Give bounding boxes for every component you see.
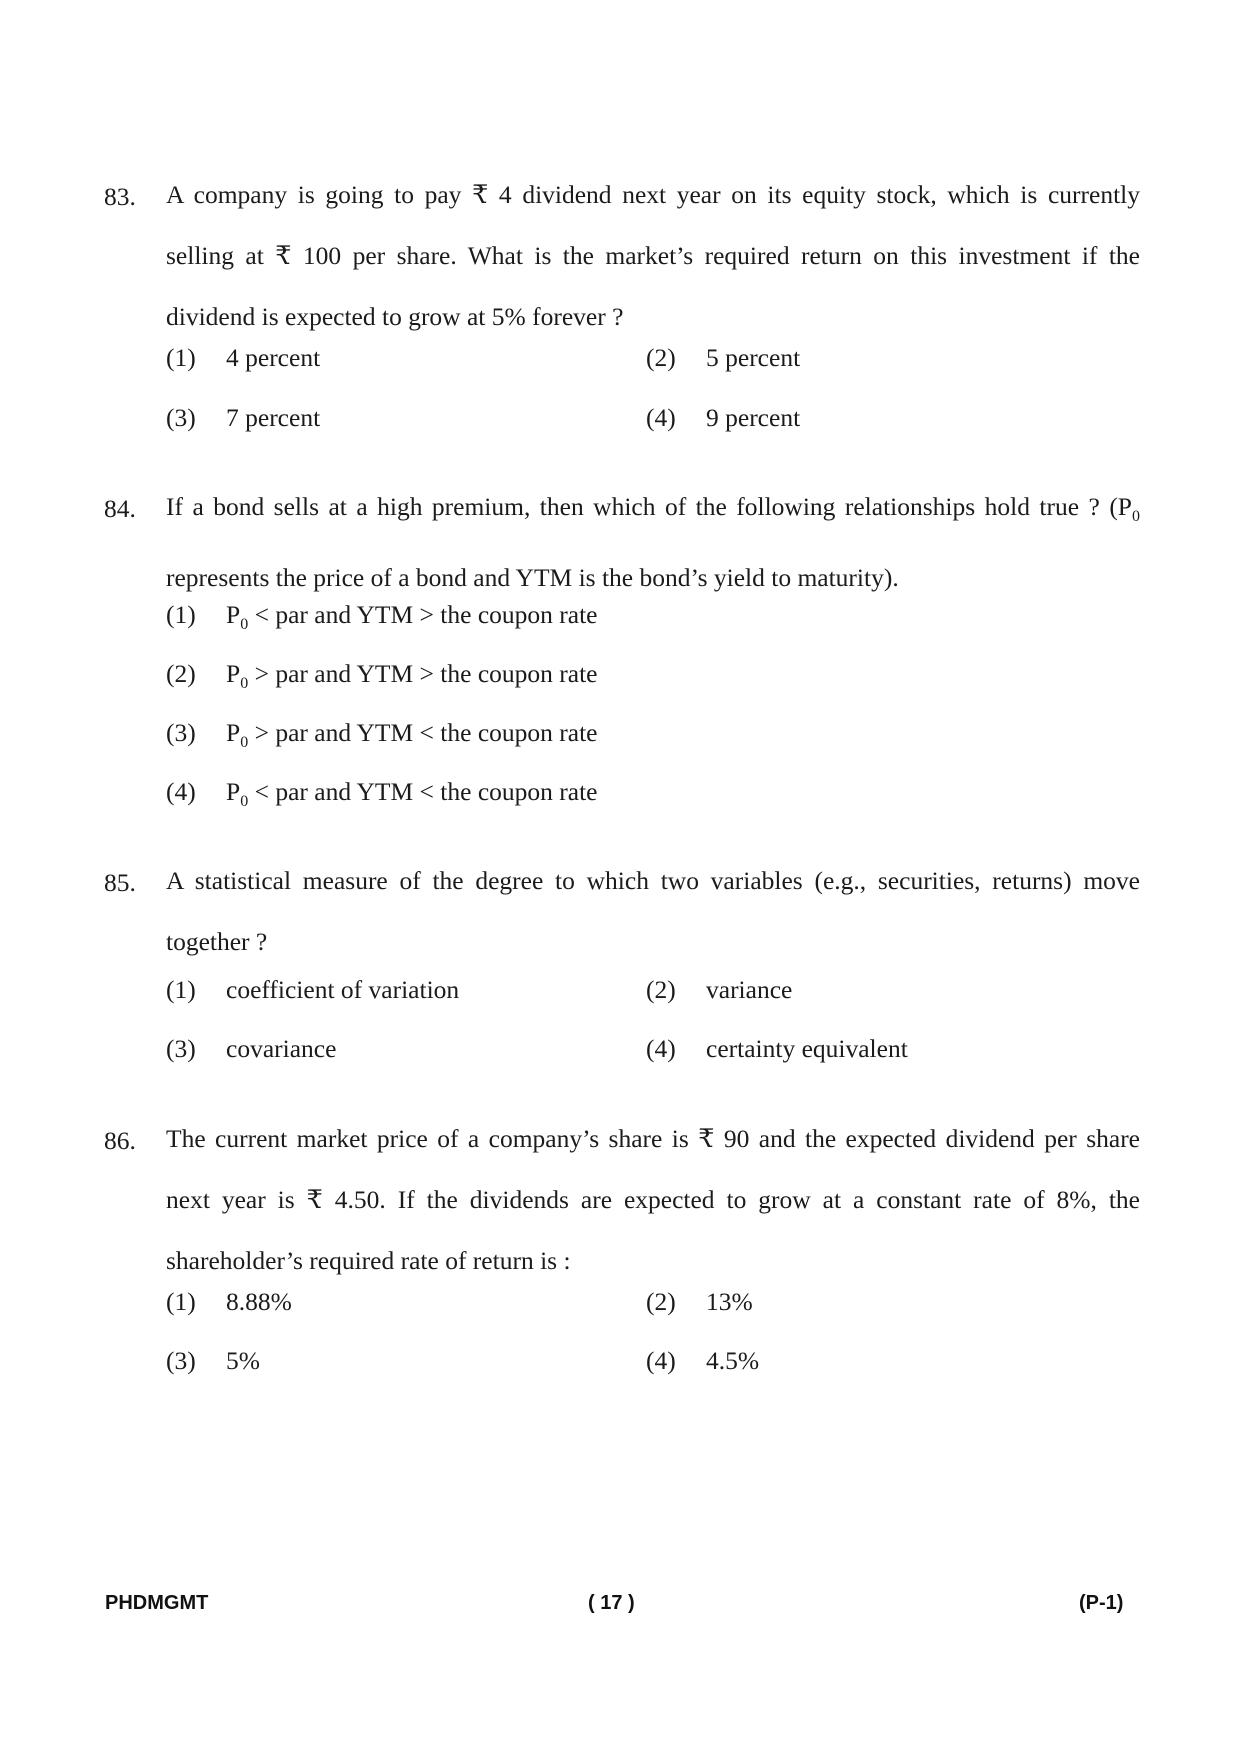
option-1: (1) 4 percent	[166, 343, 321, 372]
question-text: If a bond sells at a high premium, then which of the following relationships hold true ? ($P_0$ represents the price of a bond and YTM is the bond’s yield to maturity).	[166, 492, 1140, 593]
option-3: (3) $P_0$ > par and YTM < the coupon rate	[166, 718, 598, 752]
question-number: 83.	[104, 182, 136, 211]
question-86	[104, 1126, 1140, 1291]
footer-paper-code: PHDMGMT	[105, 1592, 209, 1614]
option-4: (4) $P_0$ < par and YTM < the coupon rate	[166, 777, 598, 811]
option-2: (2) 13%	[646, 1287, 753, 1316]
option-3: (3) covariance	[166, 1034, 337, 1063]
option-4: (4) 9 percent	[646, 403, 801, 432]
option-4: (4) certainty equivalent	[646, 1034, 908, 1063]
option-2: (2) variance	[646, 975, 793, 1004]
footer-page-number: ( 17 )	[588, 1592, 635, 1614]
option-2: (2) $P_0$ > par and YTM > the coupon rate	[166, 659, 598, 693]
question-number: 85.	[104, 868, 136, 897]
option-3: (3) 5%	[166, 1346, 260, 1375]
option-1: (1) coefficient of variation	[166, 975, 460, 1004]
question-number: 86.	[104, 1126, 136, 1155]
question-text: The current market price of a company’s share is ₹ 90 and the expected dividend per share next year is ₹ 4.50. If the dividends are expected to grow at a constant rate of 8%, the shareholder’s required rate of return is :	[166, 1124, 1140, 1275]
question-number: 84.	[104, 494, 136, 523]
question-83	[104, 182, 1140, 347]
option-2: (2) 5 percent	[646, 343, 801, 372]
option-4: (4) 4.5%	[646, 1346, 760, 1375]
question-85	[104, 868, 1140, 972]
question-84	[104, 494, 1140, 608]
option-1: (1) $P_0$ < par and YTM > the coupon rate	[166, 600, 598, 634]
footer-set-code: (P-1)	[1079, 1592, 1124, 1614]
option-1: (1) 8.88%	[166, 1287, 292, 1316]
question-text: A statistical measure of the degree to which two variables (e.g., securities, returns) move together ?	[166, 866, 1140, 956]
option-3: (3) 7 percent	[166, 403, 321, 432]
question-text: A company is going to pay ₹ 4 dividend next year on its equity stock, which is currently selling at ₹ 100 per share. What is the market’s required return on this investment if the dividend is expected to grow at 5% forever ?	[166, 180, 1140, 331]
